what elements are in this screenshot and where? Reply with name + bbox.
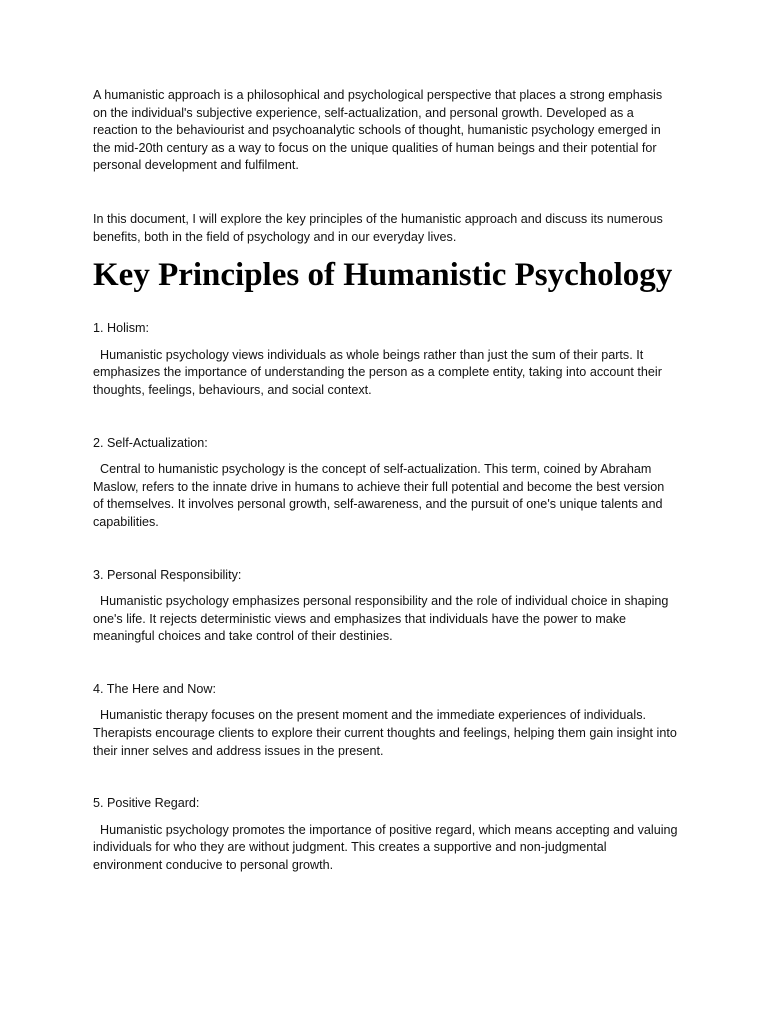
principle-title: 2. Self-Actualization:: [93, 435, 208, 450]
principle-title: 1. Holism:: [93, 321, 149, 336]
principle-title: 5. Positive Regard:: [93, 796, 200, 811]
principle-title: 3. Personal Responsibility:: [93, 567, 242, 582]
intro-section: [93, 87, 678, 246]
principles-list: [93, 320, 678, 874]
principle-body: Humanistic psychology views individuals as whole beings rather than just the sum of their parts. It emphasizes the importance of understanding the person as a complete entity, taking into account their thoughts, feelings, behaviours, and social context.: [93, 347, 662, 397]
principle-body: Central to humanistic psychology is the concept of self-actualization. This term, coined by Abraham Maslow, refers to the innate drive in humans to achieve their full potential and become the best version of themselves. It involves personal growth, self-awareness, and the pursuit of one's unique talents and capabilities.: [93, 462, 665, 529]
principle-body: Humanistic psychology promotes the importance of positive regard, which means accepting and valuing individuals for who they are without judgment. This creates a supportive and non-judgmental environment conducive to personal growth.: [93, 822, 678, 873]
principle-title: 4. The Here and Now:: [93, 681, 216, 696]
principle-item: [93, 435, 678, 532]
principle-body: Humanistic therapy focuses on the present moment and the immediate experiences of individuals. Therapists encourage clients to explore their current thoughts and feelings, helping them gain insight into their inner selves and address issues in the present.: [93, 708, 677, 758]
section-heading: Key Principles of Humanistic Psychology: [93, 257, 673, 294]
intro-paragraph: In this document, I will explore the key principles of the humanistic approach and discuss its numerous benefits, both in the field of psychology and in our everyday lives.: [93, 211, 663, 244]
principle-item: [93, 795, 678, 874]
principle-body: Humanistic psychology emphasizes personal responsibility and the role of individual choice in shaping one's life. It rejects deterministic views and emphasizes that individuals have the power to make meaningful choices and take control of their destinies.: [93, 594, 669, 644]
principle-item: [93, 320, 678, 399]
principle-item: [93, 567, 678, 646]
intro-paragraph: A humanistic approach is a philosophical and psychological perspective that places a strong emphasis on the individual's subjective experience, self-actualization, and personal growth. Developed as a reaction to the behaviourist and psychoanalytic schools of thought, humanistic psychology emerged in the mid-20th century as a way to focus on the unique qualities of human beings and their potential for personal development and fulfilment.: [93, 88, 663, 173]
principle-item: [93, 681, 678, 760]
